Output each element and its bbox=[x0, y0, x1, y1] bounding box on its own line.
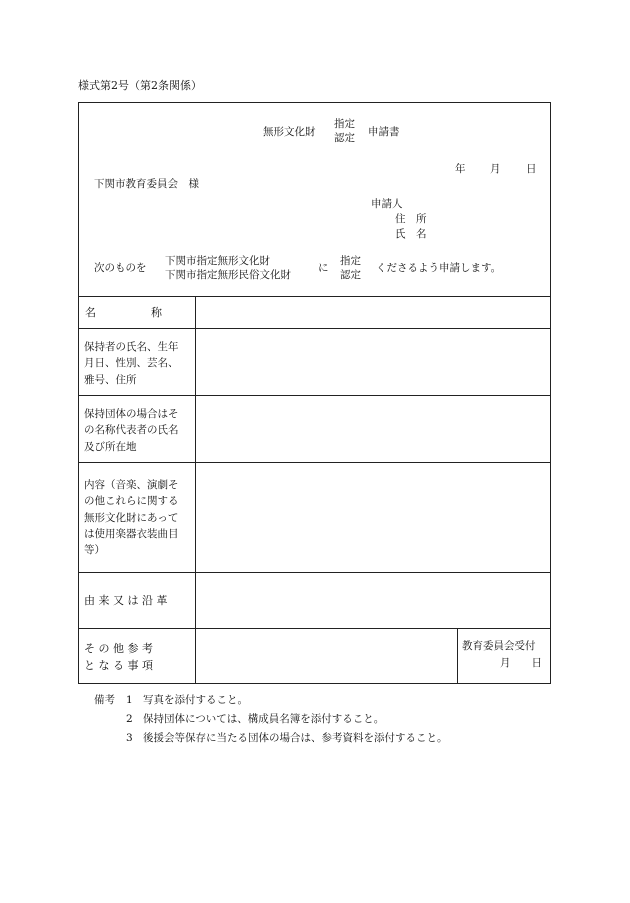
note-text: 写真を添付すること。 bbox=[143, 694, 248, 706]
document-title-prefix: 無形文化財 bbox=[263, 126, 316, 138]
note-number: 3 bbox=[126, 732, 133, 744]
date-day-label: 日 bbox=[526, 163, 537, 175]
request-option-nintei: 認定 bbox=[340, 269, 361, 282]
field-label-other: そ の 他 参 考 と な る 事 項 bbox=[84, 642, 153, 673]
applicant-name-label: 氏 名 bbox=[395, 228, 427, 240]
row-divider bbox=[78, 572, 551, 573]
date-year-label: 年 bbox=[455, 163, 466, 175]
field-label-holder: 保持者の氏名、生年 月日、性別、芸名、 雅号、住所 bbox=[84, 341, 179, 386]
request-type-folk: 下関市指定無形民俗文化財 bbox=[165, 269, 291, 282]
document-title-suffix: 申請書 bbox=[368, 126, 400, 138]
applicant-label: 申請人 bbox=[371, 198, 403, 210]
row-divider bbox=[78, 462, 551, 463]
note-number: 1 bbox=[126, 694, 133, 706]
row-divider bbox=[78, 328, 551, 329]
title-option-shitei: 指定 bbox=[334, 118, 355, 130]
title-designation-options bbox=[334, 117, 355, 145]
request-option-shitei: 指定 bbox=[340, 255, 361, 267]
field-label-name: 名 称 bbox=[85, 306, 162, 319]
notes-label: 備考 bbox=[94, 694, 115, 706]
request-suffix: くださるよう申請します。 bbox=[376, 262, 502, 274]
request-designation-options bbox=[340, 254, 361, 282]
row-divider bbox=[78, 296, 551, 297]
note-text: 後援会等保存に当たる団体の場合は、参考資料を添付すること。 bbox=[143, 732, 448, 744]
request-prefix: 次のものを bbox=[94, 262, 147, 274]
column-divider bbox=[195, 296, 196, 684]
field-label-group: 保持団体の場合はそ の名称代表者の氏名 及び所在地 bbox=[84, 408, 179, 453]
field-label-content: 内容（音楽、演劇そ の他これらに関する 無形文化財にあって は使用楽器衣装曲目 等） bbox=[84, 479, 179, 557]
note-text: 保持団体については、構成員名簿を添付すること。 bbox=[143, 713, 385, 725]
applicant-address-label: 住 所 bbox=[395, 213, 427, 225]
receipt-title: 教育委員会受付 bbox=[462, 640, 536, 652]
row-divider bbox=[78, 628, 551, 629]
field-label-origin: 由 来 又 は 沿 革 bbox=[84, 594, 168, 607]
request-type-intangible: 下関市指定無形文化財 bbox=[165, 255, 270, 267]
receipt-divider bbox=[457, 628, 458, 684]
note-number: 2 bbox=[126, 713, 133, 725]
addressee: 下関市教育委員会 様 bbox=[94, 178, 199, 190]
row-divider bbox=[78, 395, 551, 396]
request-particle: に bbox=[318, 262, 329, 274]
request-type-options bbox=[165, 254, 291, 282]
form-number: 様式第2号（第2条関係） bbox=[78, 79, 202, 92]
receipt-date: 月 日 bbox=[500, 657, 542, 669]
date-month-label: 月 bbox=[490, 163, 501, 175]
title-option-nintei: 認定 bbox=[334, 132, 355, 145]
